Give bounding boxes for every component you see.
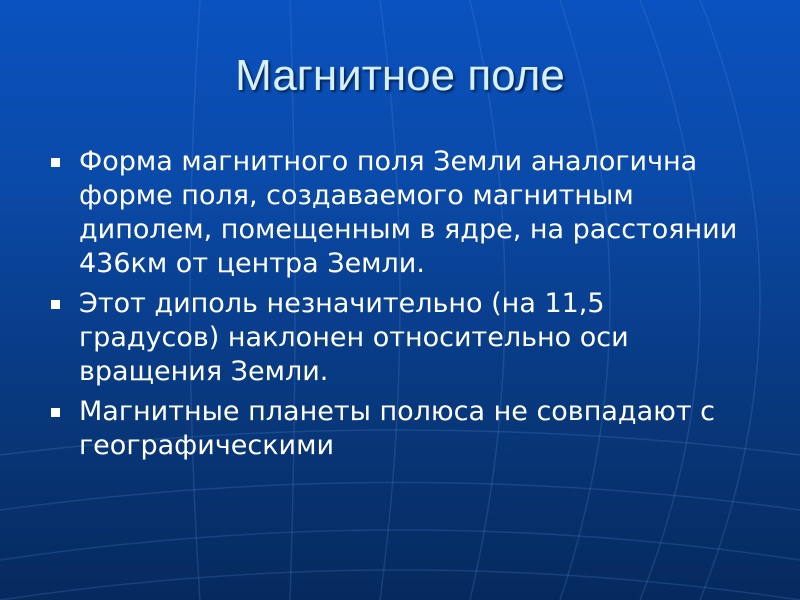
bullet-text: Этот диполь незначительно (на 11,5 градусов) наклонен относительно оси вращения Земли. [79, 288, 629, 387]
bullet-text: Форма магнитного поля Земли аналогична форме поля, создаваемого магнитным диполем, помещенным в ядре, на расстоянии 436км от центра Земли. [79, 146, 738, 279]
square-bullet-icon [51, 408, 60, 417]
square-bullet-icon [51, 158, 60, 167]
bullet-list [48, 145, 748, 469]
bullet-item [48, 395, 748, 463]
slide-title: Магнитное поле [235, 51, 565, 100]
bullet-item [48, 145, 748, 281]
bullet-item [48, 287, 748, 389]
square-bullet-icon [51, 300, 60, 309]
bullet-text: Магнитные планеты полюса не совпадают с географическими [79, 396, 716, 461]
